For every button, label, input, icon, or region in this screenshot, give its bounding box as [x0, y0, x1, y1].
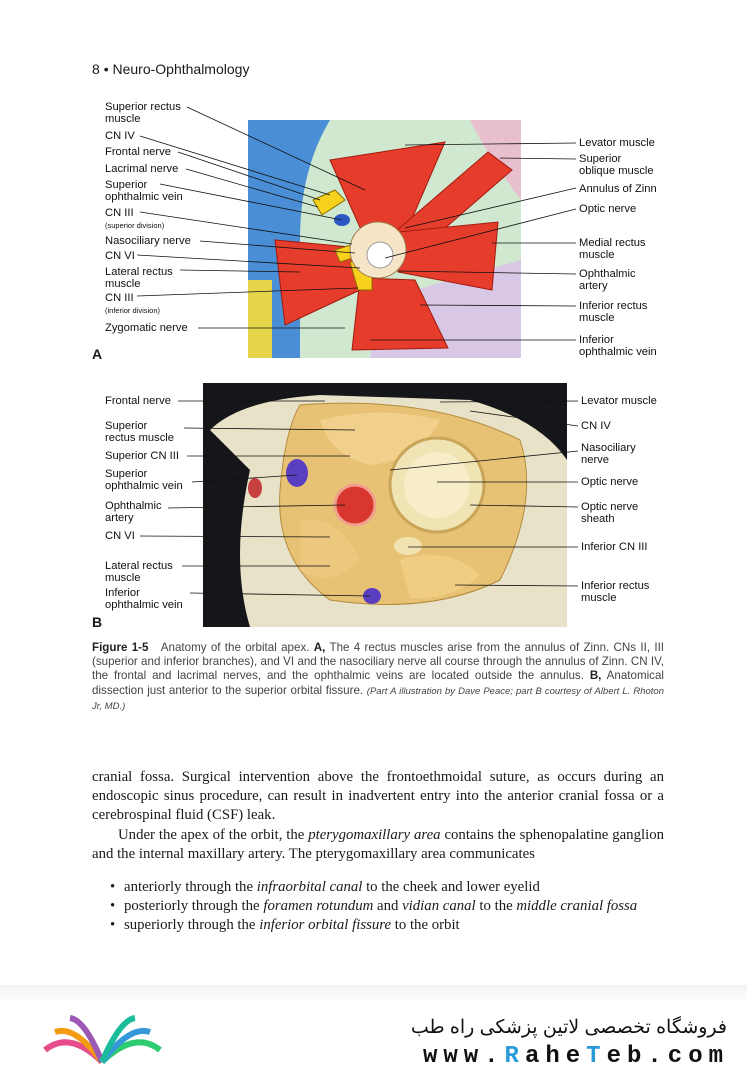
communication-list [110, 878, 665, 936]
label-a-medial-rectus: Medial rectus muscle [579, 237, 646, 261]
header-bullet: • [103, 61, 109, 77]
label-b-inferior-ophthalmic-vein: Inferior ophthalmic vein [105, 587, 183, 611]
label-a-cn-iii-superior: CN III (superior division) [105, 207, 165, 230]
label-a-superior-rectus: Superior rectus muscle [105, 101, 181, 125]
book-logo-icon [40, 1010, 165, 1068]
paragraph-2: Under the apex of the orbit, the pterygomaxillary area contains the sphenopalatine ganglion and the internal maxillary artery. The pterygomaxillary area communicates [92, 826, 664, 862]
panel-b-letter: B [92, 614, 103, 630]
caption-credit: (Part A illustration by Dave Peace; part B courtesy of Albert L. Rhoton Jr, MD.) [92, 685, 664, 712]
label-a-nasociliary-nerve: Nasociliary nerve [105, 235, 191, 247]
label-a-optic-nerve: Optic nerve [579, 203, 637, 215]
list-item: • anteriorly through the infraorbital canal to the cheek and lower eyelid [110, 878, 665, 897]
label-b-levator: Levator muscle [581, 395, 657, 407]
label-b-superior-ophthalmic-vein: Superior ophthalmic vein [105, 468, 183, 492]
label-a-cn-iii-inferior: CN III (inferior division) [105, 292, 161, 315]
panel-a-letter: A [92, 346, 103, 362]
persian-store-name: فروشگاه تخصصی لاتین پزشکی راه طب [410, 1017, 727, 1038]
label-a-superior-ophthalmic-vein: Superior ophthalmic vein [105, 179, 183, 203]
label-a-annulus-of-zinn: Annulus of Zinn [579, 183, 657, 195]
body-text [92, 768, 664, 864]
figure-caption: Figure 1-5 Anatomy of the orbital apex. A, The 4 rectus muscles arise from the annulus of Zinn. CNs II, III (superior and inferior branches), and VI and the nasociliary nerve all course through the annulus of Zinn. CN IV, the frontal and lacrimal nerves, and the ophthalmic veins are located outside the annulus. B, Anatomical dissection just anterior to the superior orbital fissure. (Part A illustration by Dave Peace; part B courtesy of Albert L. Rhoton Jr, MD.) [92, 641, 665, 712]
label-b-nasociliary: Nasociliary nerve [581, 442, 636, 466]
label-a-lateral-rectus: Lateral rectus muscle [105, 266, 173, 290]
label-b-ophthalmic-artery: Ophthalmic artery [105, 500, 162, 524]
store-url: www.RaheTeb.com [422, 1043, 729, 1070]
label-b-cn-vi: CN VI [105, 530, 135, 542]
paragraph-1: cranial fossa. Surgical intervention above the frontoethmoidal suture, as occurs during an endoscopic sinus procedure, can result in inadvertent entry into the anterior cranial fossa or a cerebrospinal fluid (CSF) leak. [92, 769, 664, 824]
label-a-lacrimal-nerve: Lacrimal nerve [105, 163, 179, 175]
label-a-levator: Levator muscle [579, 137, 655, 149]
label-a-cn-iv: CN IV [105, 130, 135, 142]
optic-nerve-shape [367, 242, 393, 268]
label-a-zygomatic-nerve: Zygomatic nerve [105, 322, 188, 334]
label-b-cn-iv: CN IV [581, 420, 611, 432]
caption-label: Figure 1-5 [92, 641, 149, 654]
list-item: • superiorly through the inferior orbital fissure to the orbit [110, 916, 665, 935]
label-b-lateral-rectus: Lateral rectus muscle [105, 560, 173, 584]
label-b-superior-cn-iii: Superior CN III [105, 450, 179, 462]
label-b-inferior-rectus: Inferior rectus muscle [581, 580, 650, 604]
label-a-inferior-rectus: Inferior rectus muscle [579, 300, 648, 324]
page-number: 8 [92, 61, 100, 77]
label-a-inferior-ophthalmic-vein: Inferior ophthalmic vein [579, 334, 657, 358]
label-a-superior-oblique: Superior oblique muscle [579, 153, 654, 177]
label-b-inferior-cn-iii: Inferior CN III [581, 541, 648, 553]
label-a-frontal-nerve: Frontal nerve [105, 146, 171, 158]
label-a-ophthalmic-artery: Ophthalmic artery [579, 268, 636, 292]
running-title: Neuro-Ophthalmology [112, 61, 250, 77]
label-b-superior-rectus: Superior rectus muscle [105, 420, 175, 444]
list-item: • posteriorly through the foramen rotundum and vidian canal to the middle cranial fossa [110, 897, 665, 916]
label-b-frontal-nerve: Frontal nerve [105, 395, 171, 407]
label-b-optic-nerve-sheath: Optic nerve sheath [581, 501, 639, 525]
label-a-cn-vi: CN VI [105, 250, 135, 262]
label-b-optic-nerve: Optic nerve [581, 476, 639, 488]
